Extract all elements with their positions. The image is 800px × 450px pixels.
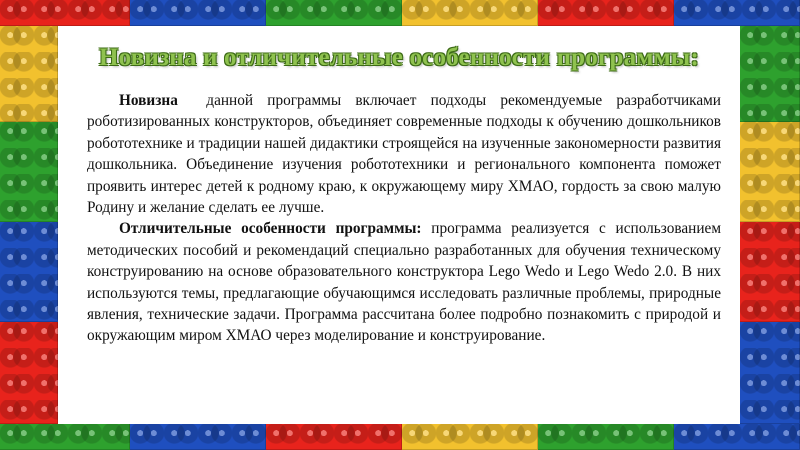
paragraph-text: программа реализуется с использованием методических пособий и рекомендаций специально разработанных для обучения техническому конструированию на основе образовательного конструктора Lego Wedo и Lego Wedo 2.0. В них используются темы, предлагающие обучающимся исследовать различные проблемы, природные явления, технические задачи. Программа рассчитана более подробно познакомить с природой и окружающим миром ХМАО через моделирование и конструирование. [87, 220, 725, 345]
lego-brick-icon [0, 322, 58, 424]
lego-brick-icon [0, 424, 130, 450]
lego-brick-icon [0, 0, 130, 26]
paragraph-text: данной программы включает подходы рекомендуемые разработчиками роботизированных конструкторов, объединяет современные подходы к обучению дошкольников робототехнике и традиции нашей дидактики строящейся на изученные закономерности развития дошкольника. Объединение изучения робототехники и регионального компонента поможет проявить интерес детей к родному краю, к окружающему миру ХМАО, гордость за свою малую Родину и желание сделать ее лучше. [87, 92, 725, 217]
lego-brick-icon [740, 26, 800, 122]
lego-brick-icon [402, 0, 538, 26]
lego-brick-icon [0, 26, 58, 122]
paragraph-distinctive-features [87, 218, 725, 346]
lego-brick-icon [0, 222, 58, 322]
lego-brick-icon [130, 0, 266, 26]
paragraph-novelty [87, 90, 725, 218]
lego-brick-icon [674, 424, 800, 450]
lego-brick-icon [674, 0, 800, 26]
lego-brick-icon [740, 222, 800, 322]
slide-title: Новизна и отличительные особенности программы: [98, 44, 700, 71]
lego-brick-icon [538, 0, 674, 26]
slide-content [58, 26, 740, 424]
lego-brick-icon [538, 424, 674, 450]
lego-brick-icon [402, 424, 538, 450]
slide-body [87, 90, 725, 347]
lego-brick-icon [266, 424, 402, 450]
lego-brick-icon [130, 424, 266, 450]
lego-brick-icon [740, 122, 800, 222]
paragraph-lead: Отличительные особенности программы: [119, 220, 422, 238]
lego-brick-icon [740, 322, 800, 424]
paragraph-lead: Новизна [119, 92, 178, 109]
lego-brick-icon [0, 122, 58, 222]
lego-brick-icon [266, 0, 402, 26]
